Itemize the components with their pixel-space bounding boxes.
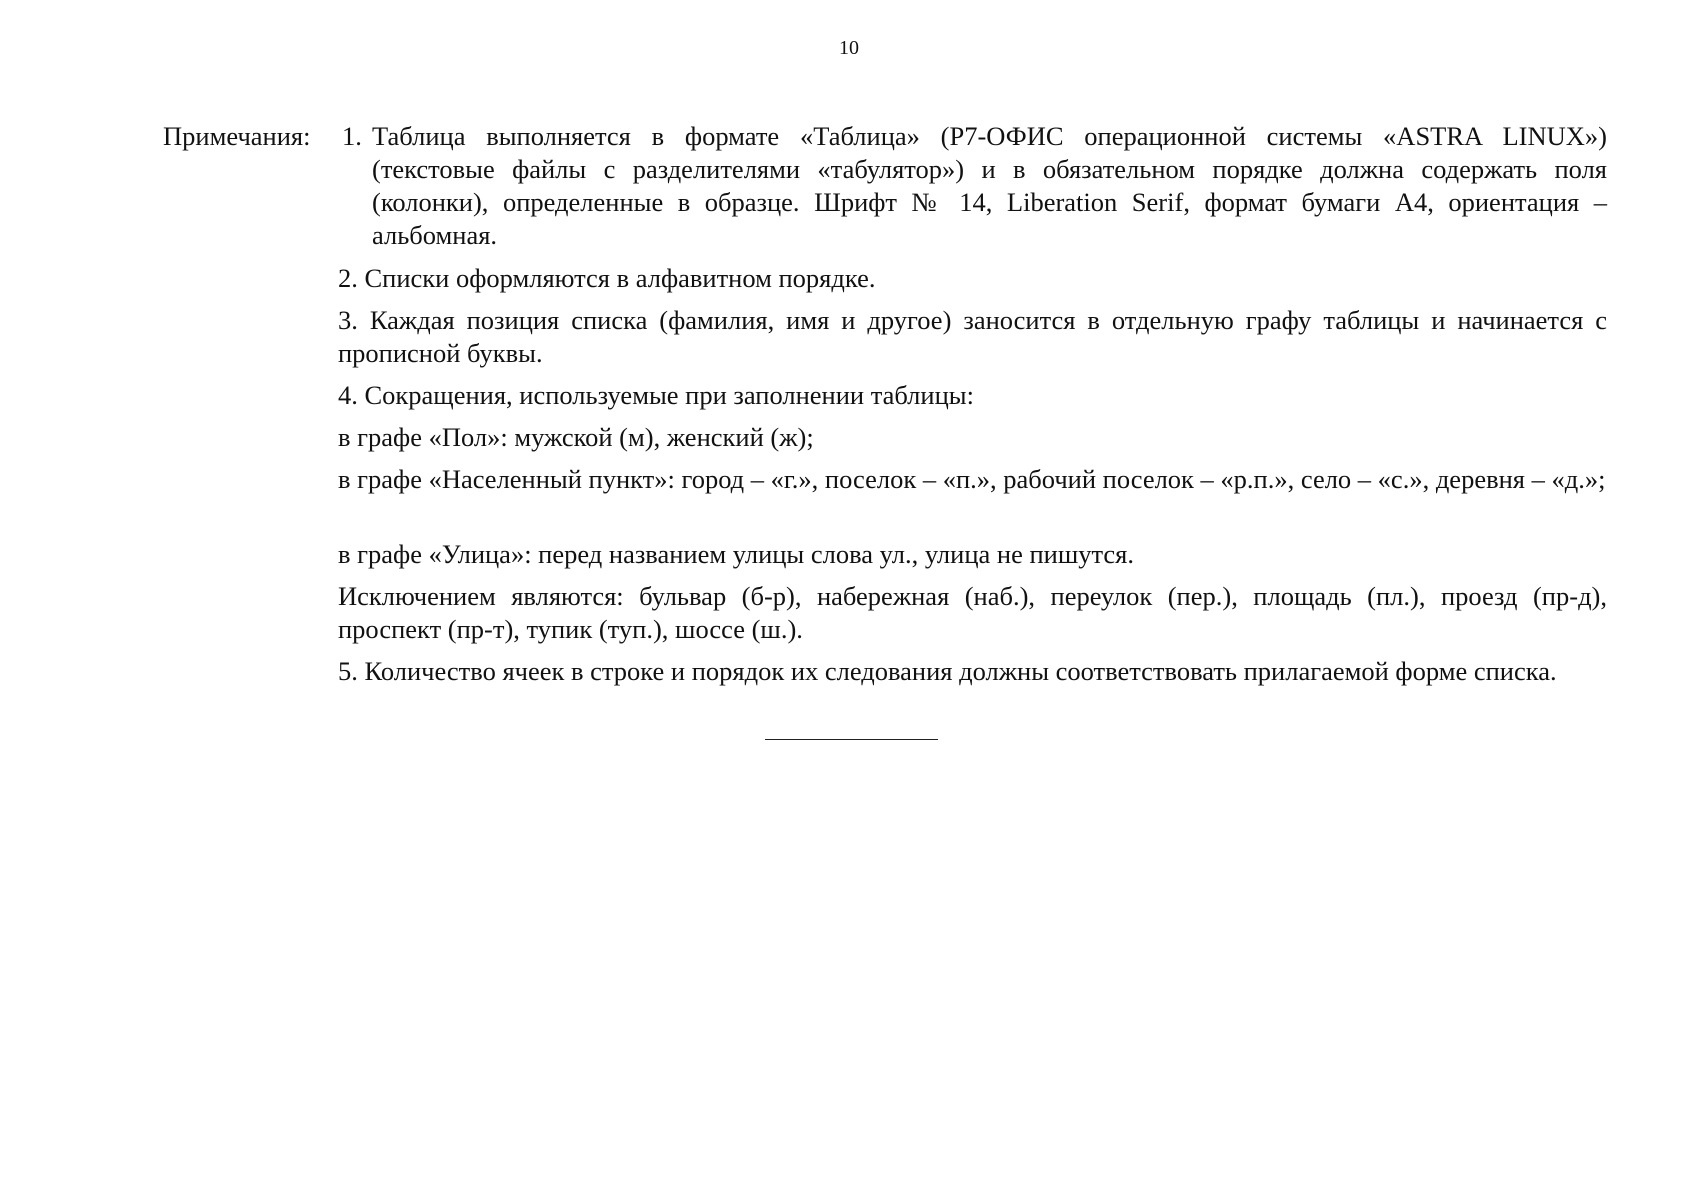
- note-item-3: 3. Каждая позиция списка (фамилия, имя и другое) заносится в отдельную графу таблицы и начинается с прописной буквы.: [338, 305, 1607, 368]
- note-item-4-street: в графе «Улица»: перед названием улицы слова ул., улица не пишутся.: [338, 539, 1134, 569]
- note-item-1-text: Таблица выполняется в формате «Таблица» (Р7-ОФИС операционной системы «ASTRA LINUX») (текстовые файлы с разделителями «табулятор») и в обязательном порядке должна содержать поля (колонки), определенные в образце. Шрифт № 14, Liberation Serif, формат бумаги А4, ориентация – альбомная.: [372, 121, 1607, 250]
- notes-label: Примечания:: [163, 121, 311, 151]
- note-item-5: 5. Количество ячеек в строке и порядок их следования должны соответствовать прилагаемой форме списка.: [338, 656, 1557, 686]
- note-item-1-number: 1.: [342, 121, 362, 151]
- page-number: 10: [839, 37, 859, 59]
- note-item-1: [342, 120, 1607, 252]
- note-item-2: 2. Списки оформляются в алфавитном порядке.: [338, 263, 876, 293]
- note-item-4-intro: 4. Сокращения, используемые при заполнении таблицы:: [338, 380, 974, 410]
- note-item-4-gender: в графе «Пол»: мужской (м), женский (ж);: [338, 422, 814, 452]
- note-item-4-exceptions: Исключением являются: бульвар (б-р), набережная (наб.), переулок (пер.), площадь (пл.), проезд (пр-д), проспект (пр-т), тупик (туп.), шоссе (ш.).: [338, 581, 1607, 644]
- note-item-4-locality: в графе «Населенный пункт»: город – «г.», поселок – «п.», рабочий поселок – «р.п.», село – «с.», деревня – «д.»;: [338, 464, 1606, 494]
- end-divider: [765, 739, 938, 740]
